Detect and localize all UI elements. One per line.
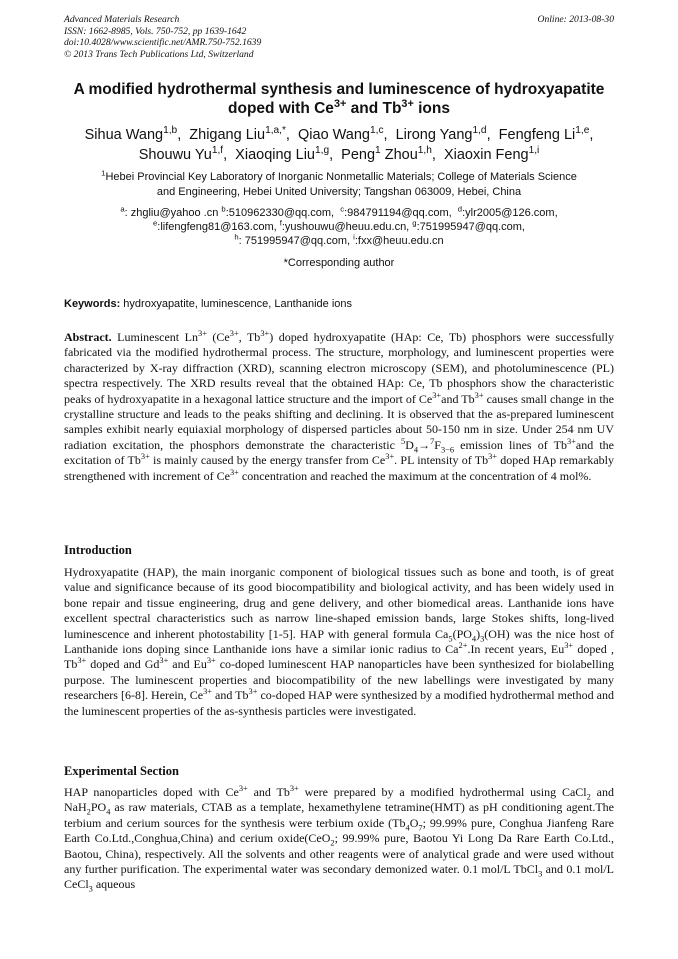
author: Zhigang Liu$^{1,a,*}$ [189,125,286,143]
author: Lirong Yang$^{1,d}$ [395,125,487,143]
author: Xiaoqing Liu$^{1,g}$ [235,145,330,163]
author-emails: $^a$: zhgliu@yahoo .cn $^b$:510962330@qq.com, $^c$:984791194@qq.com, $^d$:ylr2005@126.com, $^e$:lifengfeng81@163.com, $^f$:yushouwu@heuu.edu.cn, $^g$:751995947@qq.com, $^h$: 751995947@qq.com, $^i$:fxx@heuu.edu.cn [120,204,558,247]
corresponding-author-note: *Corresponding author [283,257,395,269]
journal-name: Advanced Materials Research [64,14,180,25]
affiliation: $^1$Hebei Provincial Key Laboratory of Inorganic Nonmetallic Materials; College of Materials Science and Engineering, Hebei United University; Tangshan 063009, Hebei, China [101,168,577,198]
author: Sihua Wang$^{1,b}$ [84,125,178,143]
author: Peng$^1$ Zhou$^{1,h}$ [341,145,432,163]
experimental-text: HAP nanoparticles doped with $Ce^{3+}$ and $Tb^{3+}$ were prepared by a modified hydrothermal using CaCl$_2$ and $NaH_2PO_4$ as raw materials, CTAB as a template, hexamethylene tetramine(HMT) as pH conditioning agent.The terbium and cerium sources for the synthesis were terbium oxide ($Tb_4O_7$; 99.99% pure, Conghua Jianfeng Rare Earth Co.Ltd.,Conghua,China) and cerium oxide(CeO$_2$; 99.99% pure, Baotou Yi Long Da Rare Earth Co.Ltd., Baotou, China), respectively. All the solvents and other reagents were of analytical grade and were used without any further purification. The experimental water was secondary demonized water. 0.1 mol/L TbCl$_3$ and 0.1 mol/L CeCl$_3$ aqueous [64,784,614,894]
author: Xiaoxin Feng$^{1,i}$ [443,145,540,163]
author: Qiao Wang$^{1,c}$ [298,125,384,143]
author: Shouwu Yu$^{1,f}$ [138,145,224,163]
abstract-label: Abstract. [64,330,112,344]
author-list: Sihua Wang$^{1,b}$, Zhigang Liu$^{1,a,*}$, Qiao Wang$^{1,c}$, Lirong Yang$^{1,d}$, Fengfeng Li$^{1,e}$, Shouwu Yu$^{1,f}$, Xiaoqing Liu$^{1,g}$, Peng$^1$ Zhou$^{1,h}$, Xiaoxin Feng$^{1,i}$ [84,125,594,163]
copyright-line: © 2013 Trans Tech Publications Ltd, Switzerland [64,48,254,60]
author: Fengfeng Li$^{1,e}$ [498,125,590,143]
section-heading-experimental: Experimental Section [64,764,179,778]
keywords: Keywords: hydroxyapatite, luminescence, Lanthanide ions [64,298,353,310]
section-heading-introduction: Introduction [64,543,132,557]
paper-title: A modified hydrothermal synthesis and luminescence of hydroxyapatite doped with $Ce^{3+}$ and $Tb^{3+}$ ions [73,81,605,117]
doi-line: doi:10.4028/www.scientific.net/AMR.750-752.1639 [64,37,262,49]
running-header [64,14,614,60]
introduction-text: Hydroxyapatite (HAP), the main inorganic component of biological tissues such as bone and tooth, is of great value and significance because of its good biocompatibility and biological activity, and has been widely used in bone repair and tissue engineering, drug and gene delivery, and other biomedical areas. Lanthanide ions have excellent spectral characteristics such as narrow line-shaped emission bands, large Stokes shifts, long-lived luminescence and inherent photostability [1-5]. HAP with general formula $Ca_5(PO_4)_3(OH)$ was the nice host of Lanthanide ions doping since Lanthanide ions have a similar ionic radius to $Ca^{2+}.In$ recent years, $Eu^{3+}$ doped , $Tb^{3+}$ doped and $Gd^{3+}$ and $Eu^{3+}$ co-doped luminescent HAP nanoparticles have been synthesized for biolabelling purpose. The luminescent properties and biocompatibility of the new labellings were investigated by many researchers [6-8]. Herein, $Ce^{3+}$ and $Tb^{3+}$ co-doped HAP were synthesized by a modified hydrothermal method and the luminescent properties of the as-synthesis particles were investigated. [64,565,615,718]
online-date: Online: 2013-08-30 [537,14,614,25]
abstract: Abstract. Luminescent $Ln^{3+}$ ($Ce^{3+}$, $Tb^{3+}$) doped hydroxyapatite (HAp: Ce, Tb) phosphors were successfully fabricated via the modified hydrothermal process. The structure, morphology, and luminescent properties were characterized by X-ray diffraction (XRD), scanning electron microscopy (SEM), and photoluminescence (PL) spectra respectively. The XRD results reveal that the obtained HAp: Ce, Tb phosphors show the characteristic peaks of hydroxyapatite in a hexagonal lattice structure and the import of $Ce^{3+}and$ $Tb^{3+}$ causes small change in the crystalline structure and leads to the peaks shifting and declining. It is observed that the as-prepared luminescent samples exhibit nearly equiaxial morphology of dispersed particles about 50-150 nm in size. Under 254 nm UV radiation excitation, the phosphors demonstrate the characteristic $^5D_4\to^7F_{3-6}$ emission lines of $Tb^{3+}and$ the excitation of $Tb^{3+}$ is mainly caused by the energy transfer from $Ce^{3+}$. PL intensity of $Tb^{3+}$ doped HAp remarkably strengthened with increment of $Ce^{3+}$ concentration and reached the maximum at the concentration of 4 mol%. [64,329,615,483]
issn-line: ISSN: 1662-8985, Vols. 750-752, pp 1639-1642 [64,25,247,37]
